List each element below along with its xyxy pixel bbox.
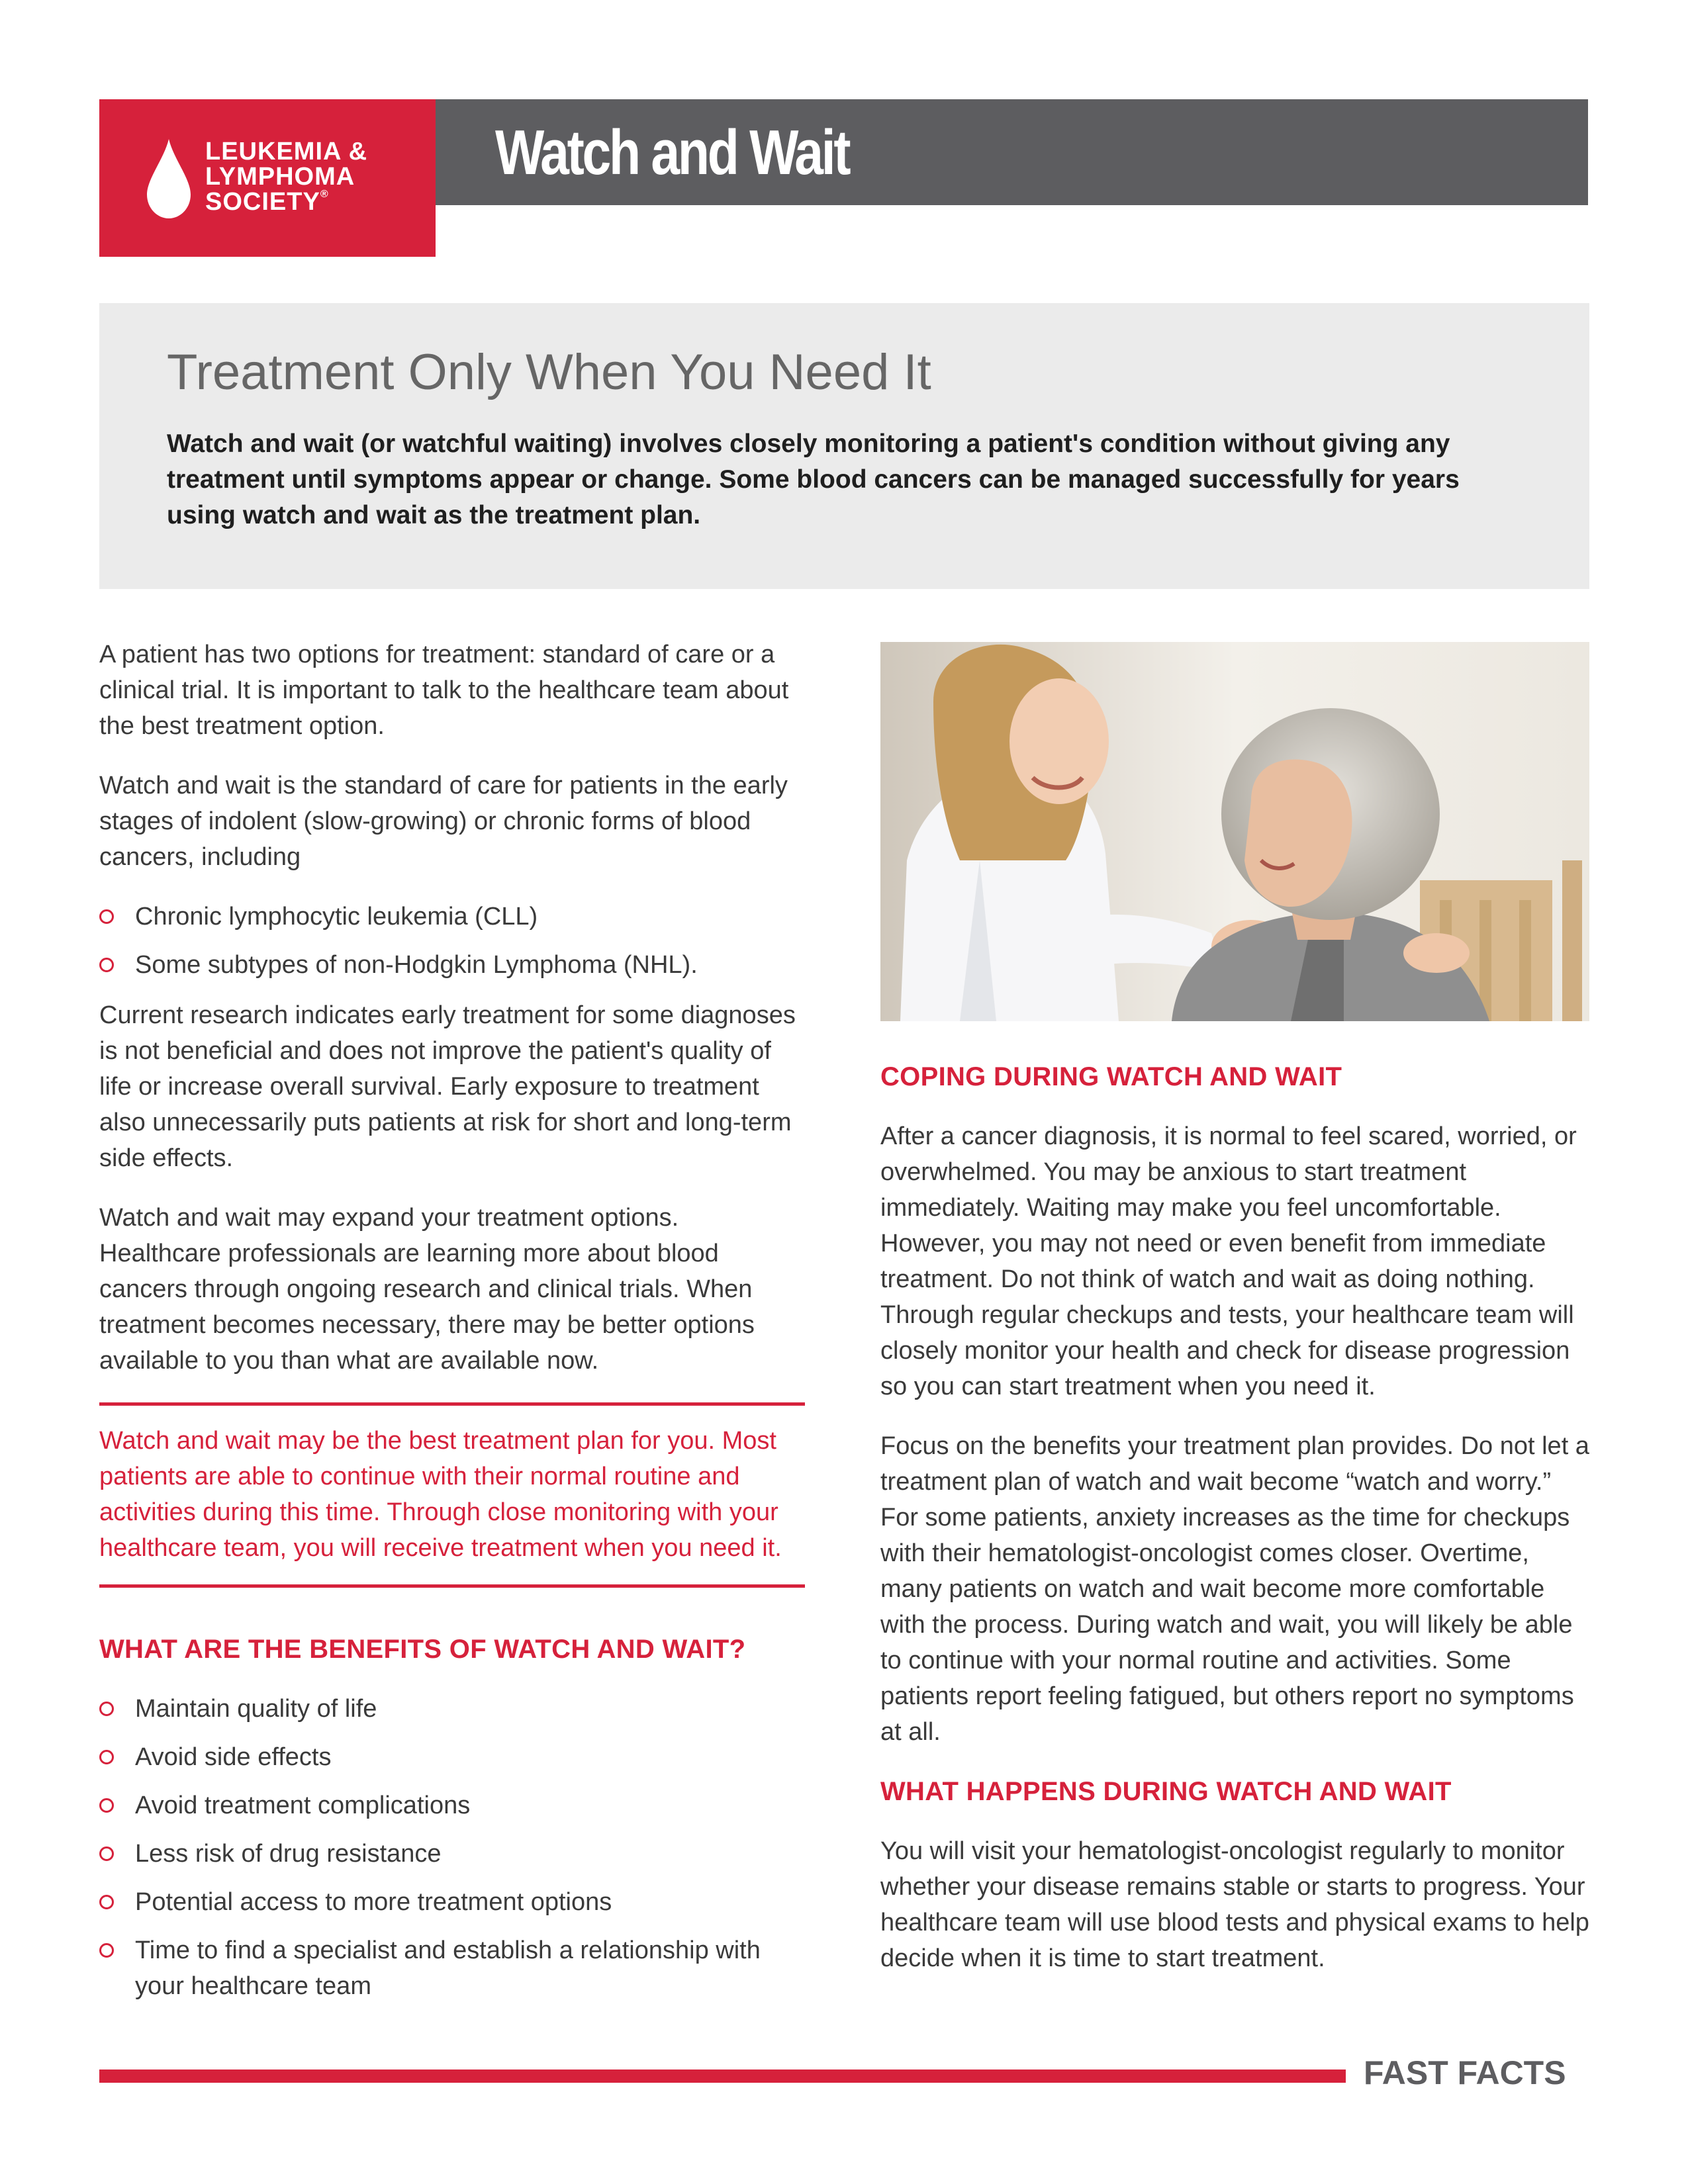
circle-bullet-icon — [99, 1798, 114, 1813]
photo-nurse-with-patient — [880, 642, 1589, 1021]
footer-bar — [99, 2070, 1346, 2083]
logo-line-1: LEUKEMIA & — [205, 138, 368, 165]
callout-text: Watch and wait may be the best treatment plan for you. Most patients are able to continue with their normal routine and activities during this time. Through close monitoring with your healthcare team, you will receive treatment when you need it. — [99, 1427, 782, 1562]
callout-box — [99, 1402, 805, 1588]
coping-heading: COPING DURING WATCH AND WAIT — [880, 1062, 1342, 1091]
intro-body: Watch and wait (or watchful waiting) involves closely monitoring a patient's condition without giving any treatment until symptoms appear or change. Some blood cancers can be managed successfully for years using watch and wait as the treatment plan. — [167, 430, 1460, 529]
circle-bullet-icon — [99, 1702, 114, 1716]
paragraph-expand-options: Watch and wait may expand your treatment options. Healthcare professionals are learning more about blood cancers through ongoing research and clinical trials. When treatment becomes necessary, there may be better options available to you than what are available now. — [99, 1204, 755, 1375]
list-item: Avoid side effects — [99, 1739, 805, 1775]
intro-box — [99, 303, 1589, 589]
paragraph-standard-of-care: Watch and wait is the standard of care for patients in the early stages of indolent (slow-growing) or chronic forms of blood cancers, including — [99, 772, 788, 871]
page-title: Watch and Wait — [495, 117, 849, 188]
list-item: Less risk of drug resistance — [99, 1836, 805, 1872]
list-item: Maintain quality of life — [99, 1691, 805, 1727]
list-item: Some subtypes of non-Hodgkin Lymphoma (NHL). — [99, 947, 805, 983]
registered-mark: ® — [320, 189, 329, 200]
list-item: Chronic lymphocytic leukemia (CLL) — [99, 899, 805, 934]
circle-bullet-icon — [99, 1943, 114, 1958]
photo-illustration — [880, 642, 1589, 1021]
happens-heading: WHAT HAPPENS DURING WATCH AND WAIT — [880, 1777, 1452, 1806]
left-column — [99, 637, 805, 2019]
circle-bullet-icon — [99, 909, 114, 924]
paragraph-treatment-options: A patient has two options for treatment: standard of care or a clinical trial. It is important to talk to the healthcare team about the best treatment option. — [99, 641, 789, 740]
paragraph-current-research: Current research indicates early treatment for some diagnoses is not beneficial and does not improve the patient's quality of life or increase overall survival. Early exposure to treatment also unnecessarily puts patients at risk for short and long-term side effects. — [99, 1001, 796, 1172]
paragraph-coping-2: Focus on the benefits your treatment plan provides. Do not let a treatment plan of watch and wait become “watch and worry.” For some patients, anxiety increases as the time for checkups with their hematologist-oncologist comes closer. Overtime, many patients on watch and wait become more comfortable with the process. During watch and wait, you will likely be able to continue with your normal routine and activities. Some patients report feeling fatigued, but others report no symptoms at all. — [880, 1432, 1589, 1746]
footer-label: FAST FACTS — [1364, 2054, 1566, 2091]
blood-drop-icon — [147, 139, 191, 218]
logo-line-2: LYMPHOMA — [205, 163, 355, 191]
benefits-heading: WHAT ARE THE BENEFITS OF WATCH AND WAIT? — [99, 1635, 746, 1664]
logo-wordmark — [205, 139, 367, 214]
list-item: Avoid treatment complications — [99, 1788, 805, 1823]
paragraph-happens: You will visit your hematologist-oncologist regularly to monitor whether your disease remains stable or starts to progress. Your healthcare team will use blood tests and physical exams to help decide when it is time to start treatment. — [880, 1837, 1589, 1972]
title-bar — [436, 99, 1588, 205]
paragraph-coping-1: After a cancer diagnosis, it is normal to feel scared, worried, or overwhelmed. You may be anxious to start treatment immediately. Waiting may make you feel uncomfortable. However, you may not need or even benefit from immediate treatment. Do not think of watch and wait as doing nothing. Through regular checkups and tests, your healthcare team will closely monitor your health and check for disease progression so you can start treatment when you need it. — [880, 1122, 1577, 1400]
benefits-list — [99, 1691, 805, 2004]
intro-heading: Treatment Only When You Need It — [167, 344, 931, 400]
list-item: Time to find a specialist and establish a relationship with your healthcare team — [99, 1933, 805, 2004]
right-column — [880, 1059, 1589, 2000]
logo-line-3: SOCIETY® — [205, 188, 329, 216]
circle-bullet-icon — [99, 1750, 114, 1764]
circle-bullet-icon — [99, 1895, 114, 1909]
lls-logo — [99, 99, 436, 257]
list-item: Potential access to more treatment options — [99, 1884, 805, 1920]
circle-bullet-icon — [99, 1846, 114, 1861]
circle-bullet-icon — [99, 958, 114, 972]
cancer-types-list — [99, 899, 805, 983]
